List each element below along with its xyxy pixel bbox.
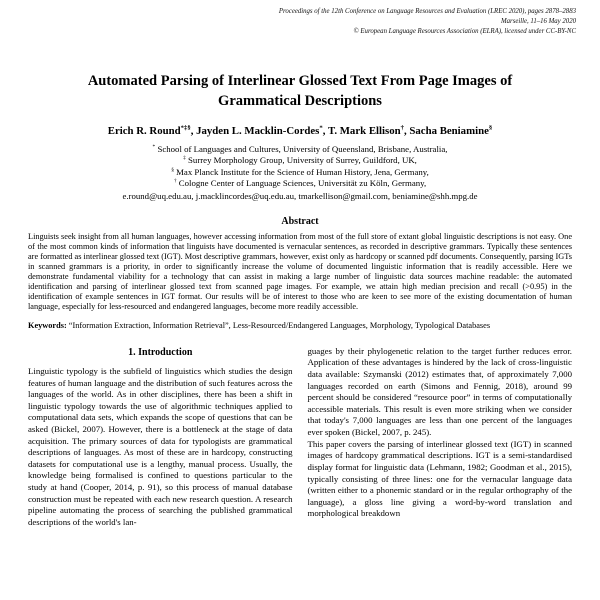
author-separator: , [403, 124, 410, 137]
affiliation-line: ‡ Surrey Morphology Group, University of Surrey, Guildford, UK, [183, 155, 417, 166]
author-name: T. Mark Ellison†, [327, 124, 410, 137]
proceedings-line-1: Proceedings of the 12th Conference on Language Resources and Evaluation (LREC 2020), pages 2878–2883 [278, 8, 576, 15]
keywords-text: “Information Extraction, Information Retrieval”, Less-Resourced/Endangered Languages, Morphology, Typological Databases [68, 321, 491, 331]
affiliation-line: * School of Languages and Cultures, University of Queensland, Brisbane, Australia, [152, 143, 448, 154]
affiliation-symbol: † [173, 178, 177, 185]
affiliation-symbol: ‡ [183, 155, 186, 162]
affiliations-block [0, 144, 600, 190]
author-superscript: † [400, 124, 404, 132]
intro-right-paragraph-2: This paper covers the parsing of interlinear glossed text (IGT) in scanned images of hardcopy grammatical descriptions. IGT is a semi-standardised display format for linguistic data (Lehmann, 1982; Goodman et al., 2015), typically consisting of three lines: one for the vernacular language data (written either to a phonemic standard or in the regular orthography of the language), a gloss line giving a word-by-word translation and morphological breakdown [307, 438, 572, 519]
author-separator: , [322, 124, 328, 137]
affiliation-line: † Cologne Center of Language Sciences, Universität zu Köln, Germany, [173, 177, 427, 188]
right-column [308, 346, 573, 529]
emails-line: e.round@uq.edu.au, j.macklincordes@uq.edu.au, tmarkellison@gmail.com, beniamine@shh.mpg.de [122, 191, 478, 202]
author-separator: , [190, 124, 197, 137]
paper-title: Automated Parsing of Interlinear Glossed Text From Page Images of Grammatical Descriptions [87, 73, 513, 109]
keywords-label: Keywords: [28, 321, 67, 331]
author-superscript: *‡§ [180, 124, 191, 132]
two-column-body [28, 346, 572, 529]
author-name: Sacha Beniamine§ [409, 124, 493, 137]
author-superscript: § [488, 124, 493, 132]
keywords-line [28, 321, 572, 332]
abstract-text: Linguists seek insight from all human languages, however accessing information from most of the full store of extant global linguistic descriptions is not easy. One of the most common kinds of information that linguists have documented is vernacular sentences, as recorded in descriptive grammars. Typically these sentences are formatted as interlinear glossed text (IGT). Most descriptive grammars, however, exist only as hardcopy or scanned pdf documents. Consequently, parsing IGTs in scanned grammars is a priority, in order to significantly increase the volume of documented linguistic information that is readily accessible. Here we demonstrate fundamental viability for a technology that can assist in making a large number of linguistic data sources machine readable: the automated identification and parsing of interlinear glossed text from scanned page images. For example, we attain high median precision and recall (>0.95) in the identification of example sentences in IGT format. Our results will be of interest to those who are keen to see more of the existing documentation of human language, especially for less-resourced and endangered languages, become more readily accessible. [28, 232, 572, 312]
author-name: Jayden L. Macklin-Cordes*, [196, 124, 328, 137]
intro-left-paragraph: Linguistic typology is the subfield of linguistics which studies the design features of human language and the distribution of such features across the languages of the world. As in other disciplines, there has been a shift in linguistic typology towards the use of algorithmic techniques applied to computational data sets, which expands the scope of questions that can be asked (Bickel, 2007). However, there is a bottleneck at the stage of data acquisition. The primary sources of data for typologists are grammatical descriptions of languages. As most of these are in hardcopy, constructing datasets for computational use is a lengthy, manual process. Usually, the knowledge being formalised is confined to questions particular to the study at hand (Cooper, 2014, p. 91), so this process of manual database construction must be repeated with each new research question. A research pipeline automating the process of searching the published grammatical descriptions of the world's lan- [28, 366, 293, 527]
affiliation-line: § Max Planck Institute for the Science of Human History, Jena, Germany, [171, 166, 429, 177]
authors-line [0, 124, 600, 137]
proceedings-line-3: © European Language Resources Association (ELRA), licensed under CC-BY-NC [353, 28, 576, 36]
affiliation-symbol: * [152, 143, 156, 150]
section-heading-introduction: 1. Introduction [128, 346, 193, 358]
proceedings-line-2: Marseille, 11–16 May 2020 [500, 18, 576, 26]
proceedings-header [279, 7, 576, 38]
affiliation-symbol: § [171, 166, 174, 173]
author-superscript: * [319, 124, 323, 132]
abstract-heading: Abstract [281, 216, 319, 228]
left-column [28, 346, 293, 529]
author-name: Erich R. Round*‡§, [107, 124, 197, 137]
intro-right-paragraph-1: guages by their phylogenetic relation to the target further reduces error. Application of these advantages is hindered by the lack of cross-linguistic data available: Szymanski (2012) estimates that, of approximately 7,000 languages recorded on earth (Simons and Fennig, 2018), around 99 percent should be considered “resource poor” in terms of computationally accessible materials. This result is even more striking when we consider that today's 7,000 languages are less than one percent of the languages ever spoken (Bickel, 2007, p. 245). [307, 345, 572, 438]
